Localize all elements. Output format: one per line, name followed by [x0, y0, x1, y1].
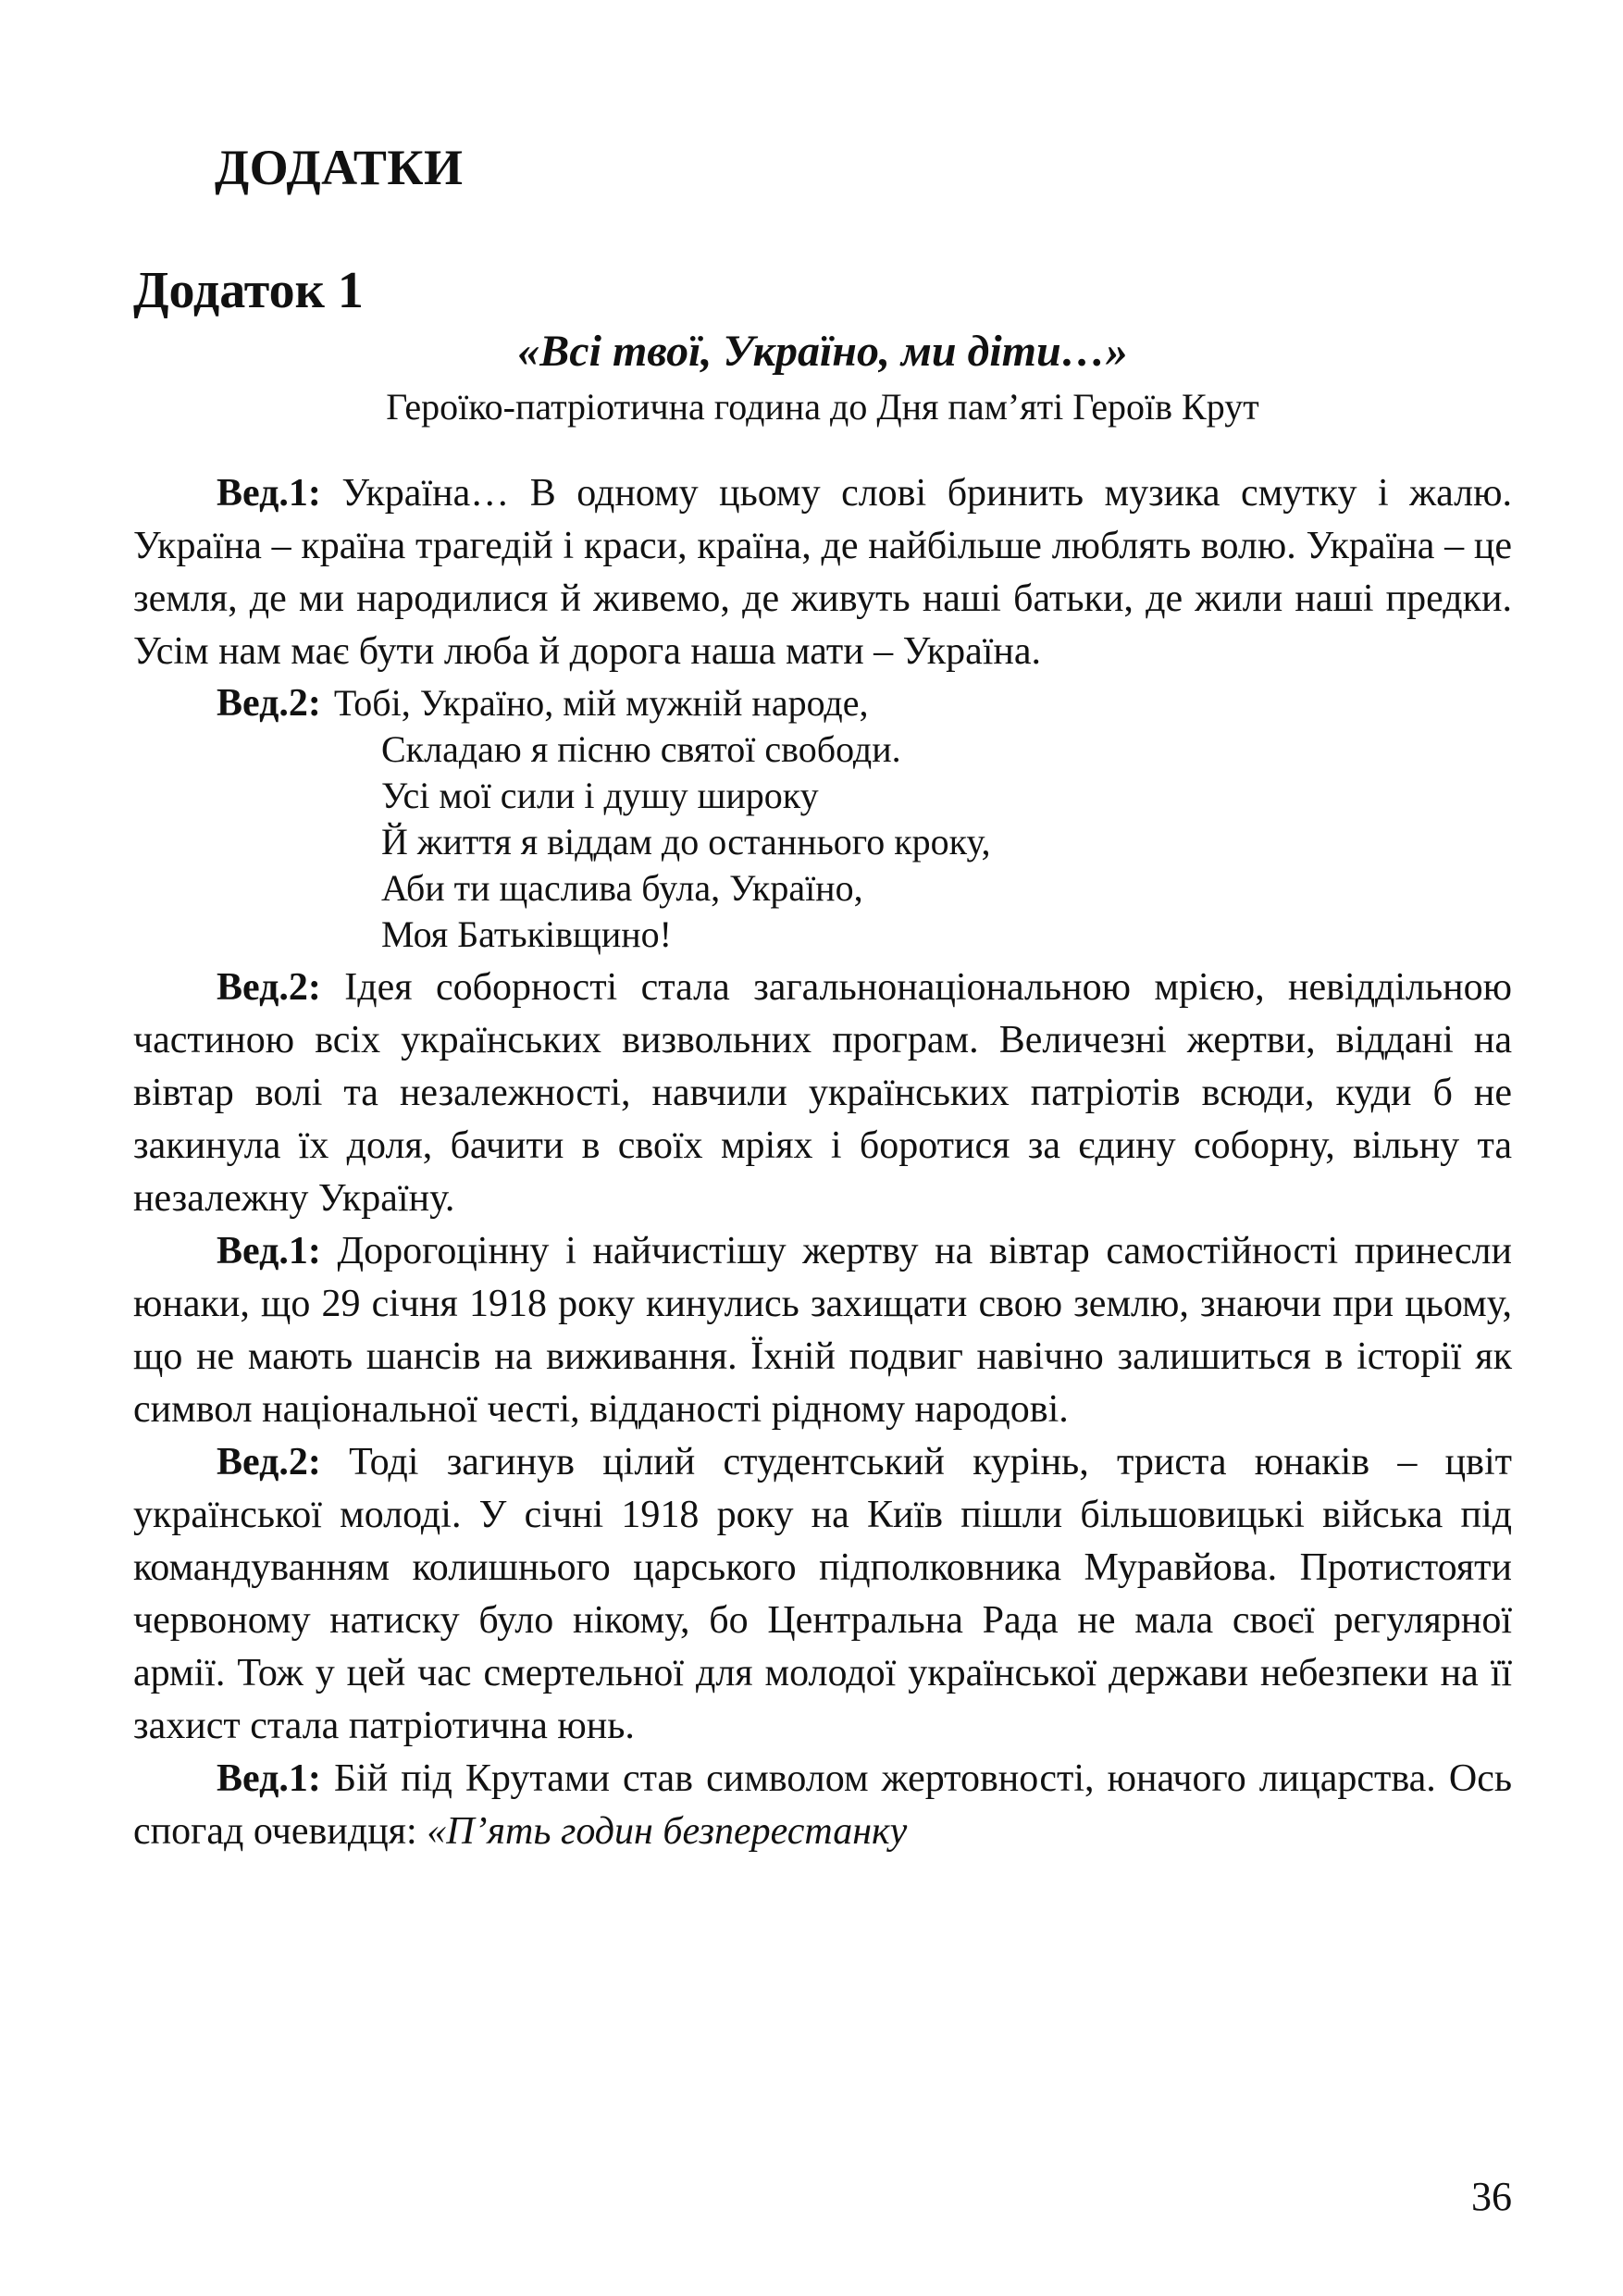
- speaker-label: Вед.2:: [217, 682, 321, 725]
- speaker-label: Вед.2:: [217, 1441, 321, 1483]
- quote-text: «П’ять годин безперестанку: [427, 1810, 908, 1853]
- speech-text: Бій під Крутами став символом жертовності, юначого лицарства. Ось спогад очевидця:: [133, 1757, 1512, 1853]
- speech-text: Тоді загинув цілий студентський курінь, триста юнаків – цвіт української молоді. У січні 1918 року на Київ пішли більшовицькі війська під командуванням колишнього царського підполковника Муравйова. Протистояти червоному натиску було нікому, бо Центральна Рада не мала своєї регулярної армії. Тож у цей час смертельної для молодої української держави небезпеки на її захист стала патріотична юнь.: [133, 1441, 1512, 1747]
- speaker-label: Вед.1:: [217, 1230, 321, 1272]
- speech-paragraph: [133, 467, 1512, 678]
- speech-paragraph: [133, 1225, 1512, 1436]
- speech-paragraph: [133, 1753, 1512, 1858]
- script-body: [133, 467, 1512, 1858]
- poem-line: Моя Батьківщино!: [381, 913, 672, 955]
- section-heading: ДОДАТКИ: [215, 140, 464, 195]
- speech-text: Дорогоцінну і найчистішу жертву на вівтар самостійності принесли юнаки, що 29 січня 1918 року кинулись захищати свою землю, знаючи при цьому, що не мають шансів на виживання. Їхній подвиг навічно залишиться в історії як символ національної честі, відданості рідному народові.: [133, 1230, 1512, 1431]
- poem-line: Складаю я пісню святої свободи.: [381, 728, 901, 770]
- speaker-label: Вед.1:: [217, 472, 321, 515]
- speech-text: Україна… В одному цьому слові бринить музика смутку і жалю. Україна – країна трагедій і краси, країна, де найбільше люблять волю. Україна – це земля, де ми народилися й живемо, де живуть наші батьки, де жили наші предки. Усім нам має бути люба й дорога наша мати – Україна.: [133, 472, 1512, 673]
- speech-paragraph: [133, 962, 1512, 1225]
- appendix-heading: Додаток 1: [133, 262, 364, 319]
- poem-line: Й життя я віддам до останнього кроку,: [381, 821, 991, 863]
- poem-first-line: [133, 680, 1512, 726]
- poem-line: Аби ти щаслива була, Україно,: [381, 867, 863, 909]
- event-subtitle: Героїко-патріотична година до Дня пам’яті Героїв Крут: [386, 386, 1259, 428]
- speaker-label: Вед.2:: [217, 966, 321, 1009]
- event-title: «Всі твої, Україно, ми діти…»: [517, 327, 1128, 376]
- speech-paragraph: [133, 1436, 1512, 1753]
- speaker-label: Вед.1:: [217, 1757, 321, 1800]
- poem-line: Тобі, Україно, мій мужній народе,: [333, 682, 869, 724]
- page-number: 36: [1471, 2174, 1512, 2219]
- poem-line: Усі мої сили і душу широку: [381, 775, 819, 816]
- poem-block: [133, 680, 1512, 958]
- speech-text: Ідея соборності стала загальнонаціональною мрією, невіддільною частиною всіх українських визвольних програм. Величезні жертви, віддані на вівтар волі та незалежності, навчили українських патріотів всюди, куди б не закинула їх доля, бачити в своїх мріях і боротися за єдину соборну, вільну та незалежну Україну.: [133, 966, 1512, 1220]
